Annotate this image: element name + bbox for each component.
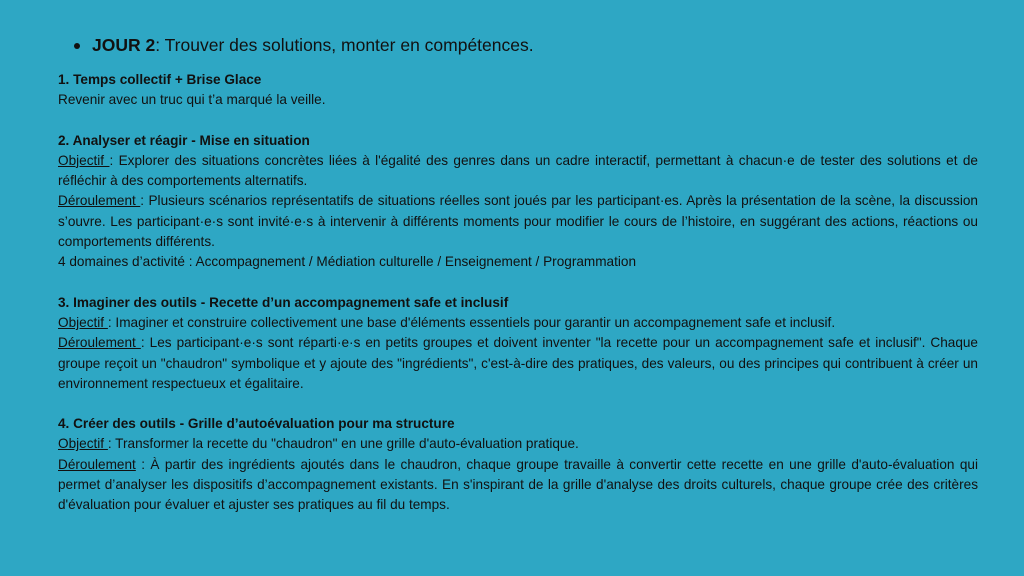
objectif-paragraph [58,313,978,333]
objectif-label: Objectif [58,436,108,452]
deroulement-paragraph [58,455,978,516]
deroulement-paragraph [58,191,978,252]
section-2 [58,131,978,273]
objectif-label: Objectif [58,152,110,168]
section-title: 2. Analyser et réagir - Mise en situation [58,132,310,148]
section-4 [58,414,978,515]
domaines-text: 4 domaines d’activité : Accompagnement / Médiation culturelle / Enseignement / Programmation [58,254,637,270]
bullet-icon [74,43,80,49]
objectif-text: : Explorer des situations concrètes liées à l'égalité des genres dans un cadre interactif, permettant à chacun·e de tester des solutions et de réfléchir à des comportements alternatifs. [58,152,978,189]
deroulement-text: : Plusieurs scénarios représentatifs de situations réelles sont joués par les participant·es. Après la présentation de la scène, la discussion s’ouvre. Les participant·e·s sont invité·e·s à intervenir à différents moments pour modifier le cours de l’histoire, en suggérant des actions, réactions ou comportements différents. [58,193,978,250]
section-1 [58,70,978,111]
day-label: JOUR 2 [92,35,156,55]
day-heading [74,35,978,56]
deroulement-label: Déroulement [58,456,136,472]
section-3 [58,293,978,394]
objectif-paragraph [58,434,978,454]
deroulement-paragraph [58,333,978,394]
section-title: 3. Imaginer des outils - Recette d’un accompagnement safe et inclusif [58,294,509,310]
day-subtitle: : Trouver des solutions, monter en compétences. [155,35,534,55]
section-title: 1. Temps collectif + Brise Glace [58,72,262,87]
objectif-paragraph [58,151,978,192]
deroulement-label: Déroulement [58,193,141,209]
section-text: Revenir avec un truc qui t’a marqué la veille. [58,92,326,108]
objectif-label: Objectif [58,314,108,330]
objectif-text: : Imaginer et construire collectivement une base d'éléments essentiels pour garantir un accompagnement safe et inclusif. [107,314,836,330]
objectif-text: : Transformer la recette du "chaudron" en une grille d'auto-évaluation pratique. [107,436,579,452]
deroulement-text: : À partir des ingrédients ajoutés dans le chaudron, chaque groupe travaille à convertir cette recette en une grille d'auto-évaluation qui permet d’analyser les dispositifs d’accompagnement existants. En s'inspirant de la grille d'analyse des droits culturels, chaque groupe crée des critères d'évaluation pour évaluer et ajuster ses pratiques au fil du temps. [58,456,978,513]
deroulement-text: : Les participant·e·s sont réparti·e·s en petits groupes et doivent inventer "la recette pour un accompagnement safe et inclusif". Chaque groupe reçoit un "chaudron" symbolique et y ajoute des "ingrédients", c'est-à-dire des pratiques, des valeurs, ou des principes qui contribuent à créer un environnement respectueux et égalitaire. [58,335,978,391]
deroulement-label: Déroulement [58,335,141,351]
section-title: 4. Créer des outils - Grille d’autoévaluation pour ma structure [58,416,455,432]
